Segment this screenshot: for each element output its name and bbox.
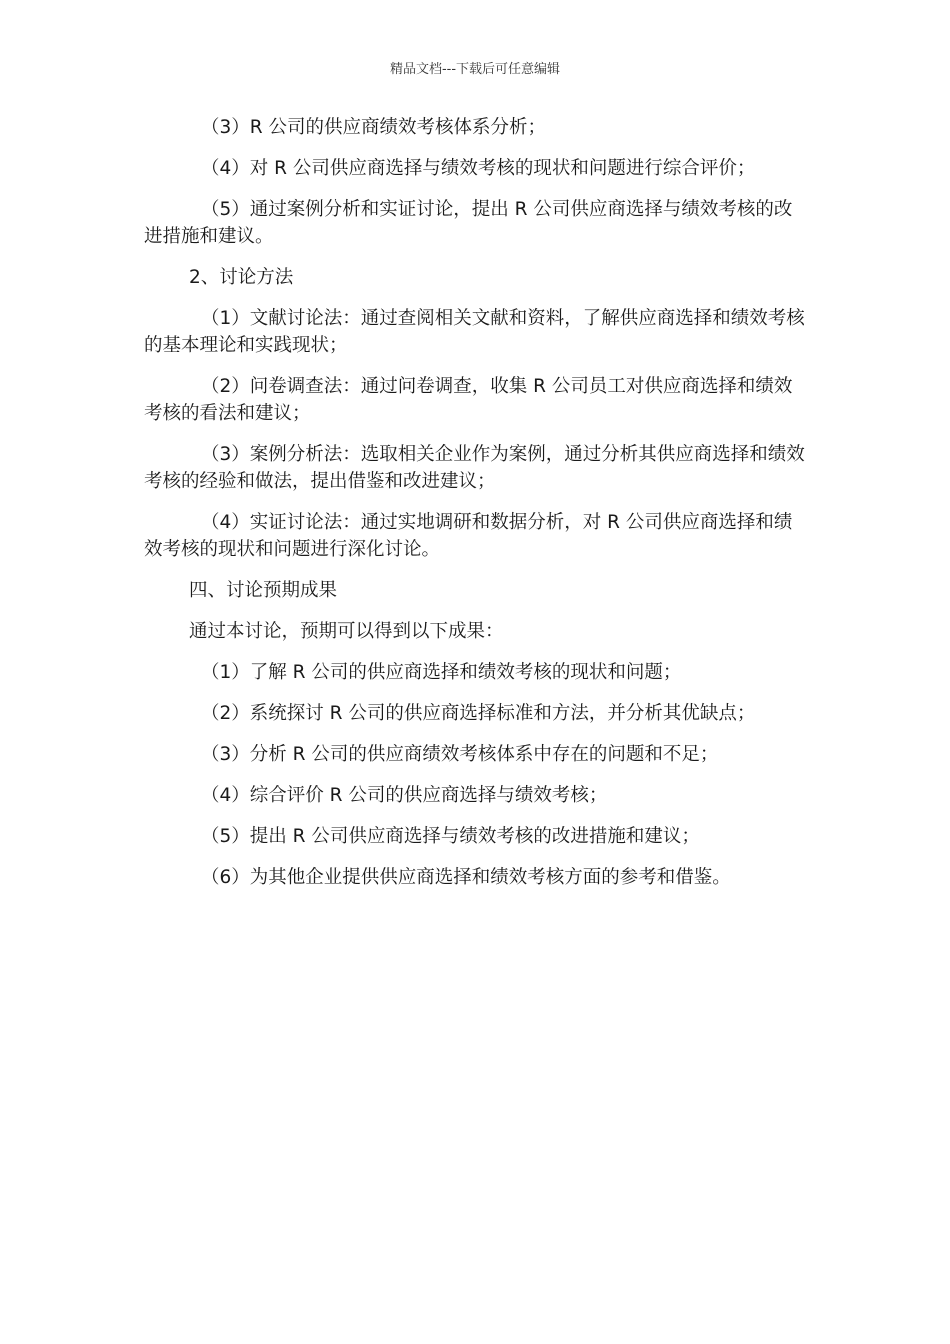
paragraph-method-literature: （1）文献讨论法：通过查阅相关文献和资料，了解供应商选择和绩效考核的基本理论和实践现状； (144, 308, 805, 356)
paragraph-item-4-evaluation: （4）对 R 公司供应商选择与绩效考核的现状和问题进行综合评价； (201, 158, 756, 179)
paragraph-item-5-improvement: （5）通过案例分析和实证讨论，提出 R 公司供应商选择与绩效考核的改进措施和建议。 (144, 199, 793, 247)
paragraph-result-5: （5）提出 R 公司供应商选择与绩效考核的改进措施和建议； (201, 826, 700, 847)
paragraph-result-2: （2）系统探讨 R 公司的供应商选择标准和方法，并分析其优缺点； (201, 703, 756, 724)
document-body (144, 114, 806, 905)
section-heading-expected-results: 四、讨论预期成果 (189, 580, 338, 601)
paragraph-method-questionnaire: （2）问卷调查法：通过问卷调查，收集 R 公司员工对供应商选择和绩效考核的看法和建议； (144, 376, 793, 424)
page-header: 精品文档---下载后可任意编辑 (389, 62, 561, 77)
paragraph-result-1: （1）了解 R 公司的供应商选择和绩效考核的现状和问题； (201, 662, 682, 683)
paragraph-item-3-analysis: （3）R 公司的供应商绩效考核体系分析； (201, 117, 547, 138)
paragraph-method-empirical: （4）实证讨论法：通过实地调研和数据分析，对 R 公司供应商选择和绩效考核的现状和问题进行深化讨论。 (144, 512, 793, 560)
paragraph-method-case: （3）案例分析法：选取相关企业作为案例，通过分析其供应商选择和绩效考核的经验和做法，提出借鉴和改进建议； (144, 444, 805, 492)
paragraph-result-4: （4）综合评价 R 公司的供应商选择与绩效考核； (201, 785, 608, 806)
paragraph-result-3: （3）分析 R 公司的供应商绩效考核体系中存在的问题和不足； (201, 744, 719, 765)
section-heading-methods: 2、讨论方法 (189, 267, 294, 288)
paragraph-results-intro: 通过本讨论，预期可以得到以下成果： (189, 621, 504, 642)
paragraph-result-6: （6）为其他企业提供供应商选择和绩效考核方面的参考和借鉴。 (201, 867, 731, 888)
